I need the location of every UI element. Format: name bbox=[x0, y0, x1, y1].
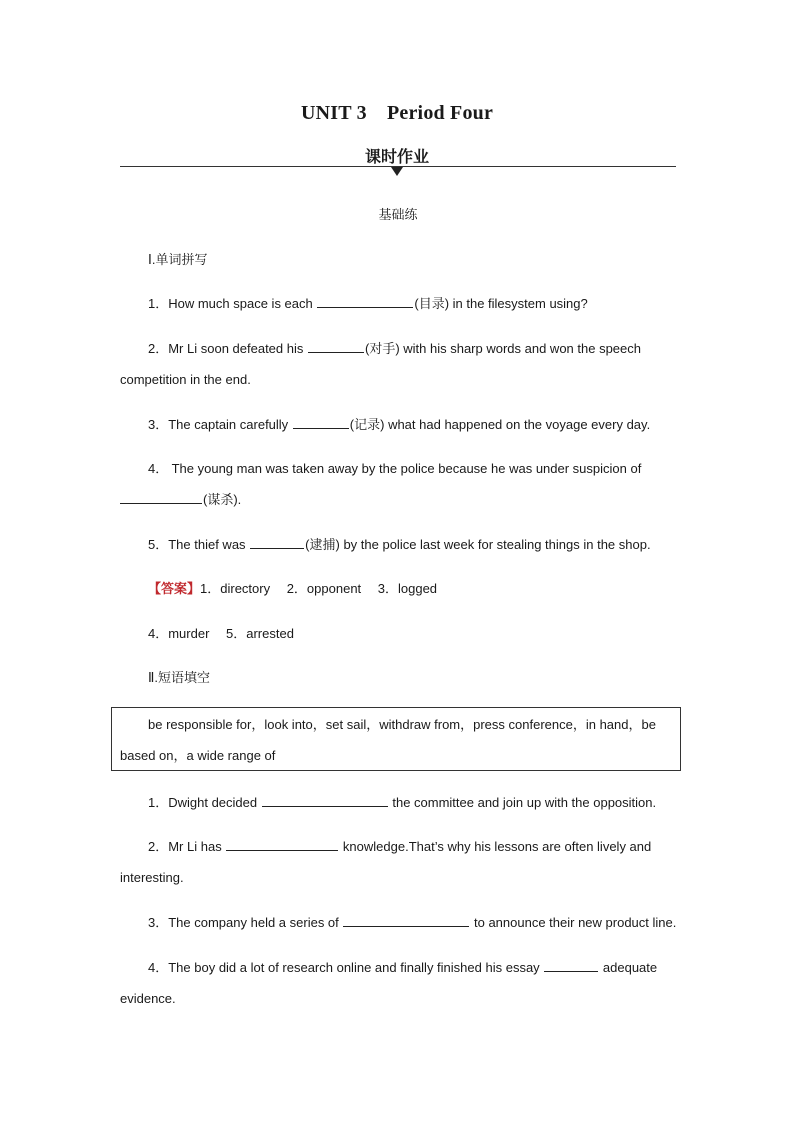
question-text: 3．The captain carefully bbox=[148, 417, 292, 432]
question-text: 2．Mr Li soon defeated his bbox=[148, 341, 307, 356]
question-text: the committee and join up with the opposition. bbox=[388, 795, 657, 810]
answer-blank[interactable] bbox=[308, 339, 364, 353]
question-text: (对手) with his sharp words and won the speech bbox=[364, 341, 641, 356]
part1-question-2 bbox=[120, 333, 704, 364]
question-text: 4．The boy did a lot of research online and finally finished his essay bbox=[148, 960, 544, 975]
answer-blank[interactable] bbox=[262, 793, 388, 807]
part1-answer-cont: 4．murder 5．arrested bbox=[148, 626, 294, 641]
phrase-bank-line-2: based on，a wide range of bbox=[120, 748, 276, 763]
part1-question-2-cont: competition in the end. bbox=[120, 372, 251, 387]
answer-blank[interactable] bbox=[120, 490, 202, 504]
triangle-down-icon bbox=[391, 167, 403, 176]
part2-question-1 bbox=[120, 787, 704, 818]
question-text: to announce their new product line. bbox=[470, 915, 677, 930]
question-text: 3．The company held a series of bbox=[148, 915, 343, 930]
answer-tag: 【答案】 bbox=[148, 581, 201, 596]
part1-question-3 bbox=[120, 409, 704, 440]
part2-question-4 bbox=[120, 952, 704, 983]
part2-question-2-cont: interesting. bbox=[120, 870, 184, 885]
page-subtitle: 课时作业 bbox=[364, 147, 429, 166]
question-text: (记录) what had happened on the voyage every day. bbox=[349, 417, 651, 432]
part1-heading: Ⅰ.单词拼写 bbox=[148, 252, 208, 267]
part1-question-1 bbox=[120, 288, 704, 319]
question-text: knowledge.That’s why his lessons are often lively and bbox=[339, 839, 652, 854]
section-label: 基础练 bbox=[378, 207, 418, 222]
question-text: adequate bbox=[599, 960, 658, 975]
question-text: 1．Dwight decided bbox=[148, 795, 261, 810]
answer-blank[interactable] bbox=[343, 913, 469, 927]
answer-blank[interactable] bbox=[250, 535, 304, 549]
question-text: 1．How much space is each bbox=[148, 296, 317, 311]
part2-question-4-cont: evidence. bbox=[120, 991, 176, 1006]
question-text: (谋杀). bbox=[203, 492, 242, 507]
question-text: (逮捕) by the police last week for stealing things in the shop. bbox=[305, 537, 651, 552]
answer-blank[interactable] bbox=[226, 837, 338, 851]
part1-answer bbox=[120, 573, 704, 604]
page-title: UNIT 3 Period Four bbox=[300, 102, 494, 124]
question-text: (目录) in the filesystem using? bbox=[414, 296, 588, 311]
part1-question-4-cont bbox=[120, 484, 676, 515]
answer-blank[interactable] bbox=[544, 958, 598, 972]
part1-question-4: 4． The young man was taken away by the police because he was under suspicion of bbox=[148, 461, 642, 476]
part1-question-5 bbox=[120, 529, 704, 560]
question-text: 5．The thief was bbox=[148, 537, 250, 552]
answer-blank[interactable] bbox=[317, 294, 413, 308]
answer-text: 1．directory 2．opponent 3．logged bbox=[200, 581, 438, 596]
part2-heading: Ⅱ.短语填空 bbox=[148, 670, 211, 685]
part2-question-3 bbox=[120, 907, 704, 938]
part2-question-2 bbox=[120, 831, 704, 862]
question-text: 2．Mr Li has bbox=[148, 839, 226, 854]
phrase-bank-line-1: be responsible for，look into，set sail，withdraw from，press conference，in hand，be bbox=[148, 717, 656, 732]
answer-blank[interactable] bbox=[293, 415, 349, 429]
